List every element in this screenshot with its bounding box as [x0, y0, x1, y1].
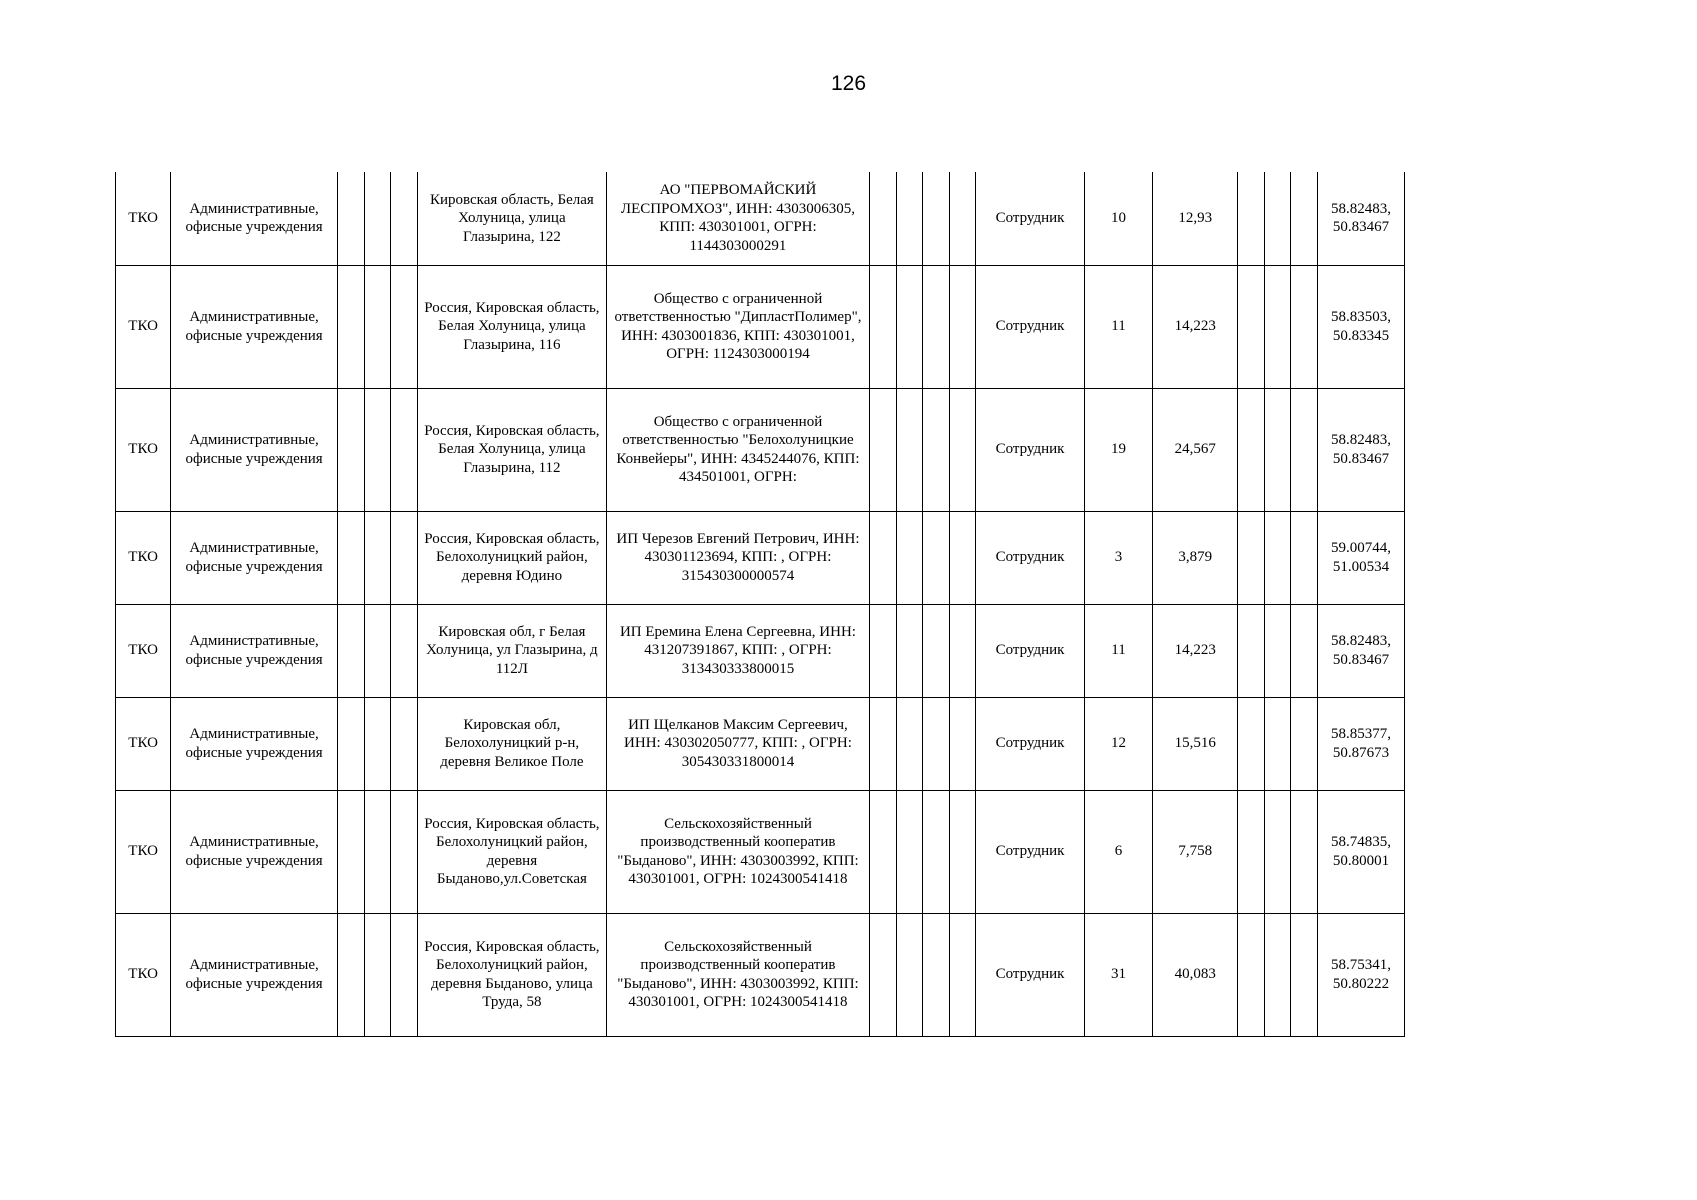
table-row [116, 604, 1405, 697]
empty-cell [364, 697, 391, 790]
waste-type-cell: ТКО [116, 604, 171, 697]
empty-cell [1264, 697, 1291, 790]
empty-cell [364, 790, 391, 913]
coordinates-cell: 58.82483, 50.83467 [1317, 604, 1404, 697]
table-row [116, 388, 1405, 511]
empty-cell [364, 511, 391, 604]
empty-cell [1291, 172, 1318, 265]
unit-cell: Сотрудник [976, 697, 1084, 790]
empty-cell [1291, 604, 1318, 697]
empty-cell [923, 604, 950, 697]
coordinates-cell: 58.75341, 50.80222 [1317, 913, 1404, 1036]
empty-cell [896, 913, 923, 1036]
waste-type-cell: ТКО [116, 265, 171, 388]
category-cell: Административные, офисные учреждения [171, 913, 338, 1036]
empty-cell [1291, 790, 1318, 913]
empty-cell [1264, 388, 1291, 511]
owner-cell: АО "ПЕРВОМАЙСКИЙ ЛЕСПРОМХОЗ", ИНН: 4303006305, КПП: 430301001, ОГРН: 1144303000291 [607, 172, 870, 265]
empty-cell [391, 388, 418, 511]
count-cell: 11 [1084, 265, 1153, 388]
empty-cell [923, 697, 950, 790]
empty-cell [1238, 913, 1265, 1036]
address-cell: Кировская обл, г Белая Холуница, ул Глазырина, д 112Л [417, 604, 606, 697]
owner-cell: ИП Еремина Елена Сергеевна, ИНН: 431207391867, КПП: , ОГРН: 313430333800015 [607, 604, 870, 697]
empty-cell [1264, 511, 1291, 604]
coordinates-cell: 59.00744, 51.00534 [1317, 511, 1404, 604]
unit-cell: Сотрудник [976, 790, 1084, 913]
empty-cell [923, 172, 950, 265]
owner-cell: Сельскохозяйственный производственный кооператив "Быданово", ИНН: 4303003992, КПП: 430301001, ОГРН: 1024300541418 [607, 790, 870, 913]
empty-cell [1264, 913, 1291, 1036]
waste-sources-table [115, 172, 1405, 1037]
empty-cell [949, 913, 976, 1036]
count-cell: 10 [1084, 172, 1153, 265]
empty-cell [896, 604, 923, 697]
count-cell: 3 [1084, 511, 1153, 604]
empty-cell [337, 172, 364, 265]
empty-cell [949, 265, 976, 388]
owner-cell: Общество с ограниченной ответственностью "ДипластПолимер", ИНН: 4303001836, КПП: 430301001, ОГРН: 1124303000194 [607, 265, 870, 388]
empty-cell [896, 790, 923, 913]
empty-cell [1264, 265, 1291, 388]
volume-cell: 24,567 [1153, 388, 1238, 511]
volume-cell: 12,93 [1153, 172, 1238, 265]
waste-type-cell: ТКО [116, 913, 171, 1036]
empty-cell [1291, 265, 1318, 388]
address-cell: Россия, Кировская область, Белая Холуница, улица Глазырина, 112 [417, 388, 606, 511]
empty-cell [337, 604, 364, 697]
category-cell: Административные, офисные учреждения [171, 790, 338, 913]
empty-cell [1238, 604, 1265, 697]
count-cell: 6 [1084, 790, 1153, 913]
empty-cell [1238, 172, 1265, 265]
category-cell: Административные, офисные учреждения [171, 511, 338, 604]
empty-cell [1291, 913, 1318, 1036]
address-cell: Россия, Кировская область, Белохолуницкий район, деревня Юдино [417, 511, 606, 604]
count-cell: 31 [1084, 913, 1153, 1036]
address-cell: Россия, Кировская область, Белохолуницкий район, деревня Быданово, улица Труда, 58 [417, 913, 606, 1036]
address-cell: Россия, Кировская область, Белохолуницкий район, деревня Быданово,ул.Советская [417, 790, 606, 913]
table-row [116, 913, 1405, 1036]
empty-cell [1264, 172, 1291, 265]
empty-cell [923, 790, 950, 913]
empty-cell [949, 388, 976, 511]
empty-cell [1238, 265, 1265, 388]
empty-cell [337, 790, 364, 913]
category-cell: Административные, офисные учреждения [171, 172, 338, 265]
empty-cell [1238, 697, 1265, 790]
empty-cell [337, 697, 364, 790]
empty-cell [896, 697, 923, 790]
unit-cell: Сотрудник [976, 265, 1084, 388]
empty-cell [869, 604, 896, 697]
empty-cell [869, 265, 896, 388]
empty-cell [923, 511, 950, 604]
empty-cell [364, 172, 391, 265]
empty-cell [896, 511, 923, 604]
empty-cell [923, 388, 950, 511]
empty-cell [337, 265, 364, 388]
volume-cell: 15,516 [1153, 697, 1238, 790]
address-cell: Россия, Кировская область, Белая Холуница, улица Глазырина, 116 [417, 265, 606, 388]
waste-type-cell: ТКО [116, 172, 171, 265]
empty-cell [1264, 604, 1291, 697]
empty-cell [923, 265, 950, 388]
owner-cell: ИП Черезов Евгений Петрович, ИНН: 430301123694, КПП: , ОГРН: 315430300000574 [607, 511, 870, 604]
empty-cell [1291, 697, 1318, 790]
unit-cell: Сотрудник [976, 913, 1084, 1036]
empty-cell [1238, 790, 1265, 913]
count-cell: 11 [1084, 604, 1153, 697]
empty-cell [337, 511, 364, 604]
volume-cell: 40,083 [1153, 913, 1238, 1036]
table-row [116, 172, 1405, 265]
table-row [116, 511, 1405, 604]
table-body [116, 172, 1405, 1036]
waste-type-cell: ТКО [116, 388, 171, 511]
unit-cell: Сотрудник [976, 604, 1084, 697]
table-row [116, 697, 1405, 790]
count-cell: 12 [1084, 697, 1153, 790]
volume-cell: 3,879 [1153, 511, 1238, 604]
empty-cell [364, 265, 391, 388]
empty-cell [869, 172, 896, 265]
empty-cell [869, 913, 896, 1036]
empty-cell [391, 790, 418, 913]
coordinates-cell: 58.74835, 50.80001 [1317, 790, 1404, 913]
empty-cell [869, 790, 896, 913]
empty-cell [337, 913, 364, 1036]
empty-cell [391, 511, 418, 604]
category-cell: Административные, офисные учреждения [171, 697, 338, 790]
address-cell: Кировская область, Белая Холуница, улица Глазырина, 122 [417, 172, 606, 265]
empty-cell [391, 172, 418, 265]
owner-cell: Сельскохозяйственный производственный кооператив "Быданово", ИНН: 4303003992, КПП: 430301001, ОГРН: 1024300541418 [607, 913, 870, 1036]
empty-cell [949, 604, 976, 697]
address-cell: Кировская обл, Белохолуницкий р-н, деревня Великое Поле [417, 697, 606, 790]
category-cell: Административные, офисные учреждения [171, 265, 338, 388]
coordinates-cell: 58.82483, 50.83467 [1317, 172, 1404, 265]
coordinates-cell: 58.83503, 50.83345 [1317, 265, 1404, 388]
unit-cell: Сотрудник [976, 172, 1084, 265]
empty-cell [896, 172, 923, 265]
empty-cell [869, 388, 896, 511]
category-cell: Административные, офисные учреждения [171, 604, 338, 697]
owner-cell: ИП Щелканов Максим Сергеевич, ИНН: 430302050777, КПП: , ОГРН: 305430331800014 [607, 697, 870, 790]
volume-cell: 14,223 [1153, 265, 1238, 388]
empty-cell [949, 172, 976, 265]
empty-cell [923, 913, 950, 1036]
volume-cell: 7,758 [1153, 790, 1238, 913]
empty-cell [949, 790, 976, 913]
empty-cell [364, 604, 391, 697]
empty-cell [364, 388, 391, 511]
page-number: 126 [830, 72, 867, 95]
empty-cell [391, 913, 418, 1036]
empty-cell [1238, 388, 1265, 511]
owner-cell: Общество с ограниченной ответственностью "Белохолуницкие Конвейеры", ИНН: 4345244076, КПП: 434501001, ОГРН: [607, 388, 870, 511]
waste-type-cell: ТКО [116, 790, 171, 913]
empty-cell [869, 511, 896, 604]
empty-cell [896, 265, 923, 388]
empty-cell [391, 604, 418, 697]
empty-cell [1291, 511, 1318, 604]
volume-cell: 14,223 [1153, 604, 1238, 697]
table-row [116, 265, 1405, 388]
category-cell: Административные, офисные учреждения [171, 388, 338, 511]
table-row [116, 790, 1405, 913]
empty-cell [1264, 790, 1291, 913]
empty-cell [391, 697, 418, 790]
empty-cell [869, 697, 896, 790]
empty-cell [1238, 511, 1265, 604]
empty-cell [391, 265, 418, 388]
waste-type-cell: ТКО [116, 697, 171, 790]
empty-cell [949, 697, 976, 790]
empty-cell [364, 913, 391, 1036]
coordinates-cell: 58.82483, 50.83467 [1317, 388, 1404, 511]
unit-cell: Сотрудник [976, 388, 1084, 511]
empty-cell [949, 511, 976, 604]
count-cell: 19 [1084, 388, 1153, 511]
empty-cell [337, 388, 364, 511]
unit-cell: Сотрудник [976, 511, 1084, 604]
waste-type-cell: ТКО [116, 511, 171, 604]
coordinates-cell: 58.85377, 50.87673 [1317, 697, 1404, 790]
empty-cell [896, 388, 923, 511]
empty-cell [1291, 388, 1318, 511]
